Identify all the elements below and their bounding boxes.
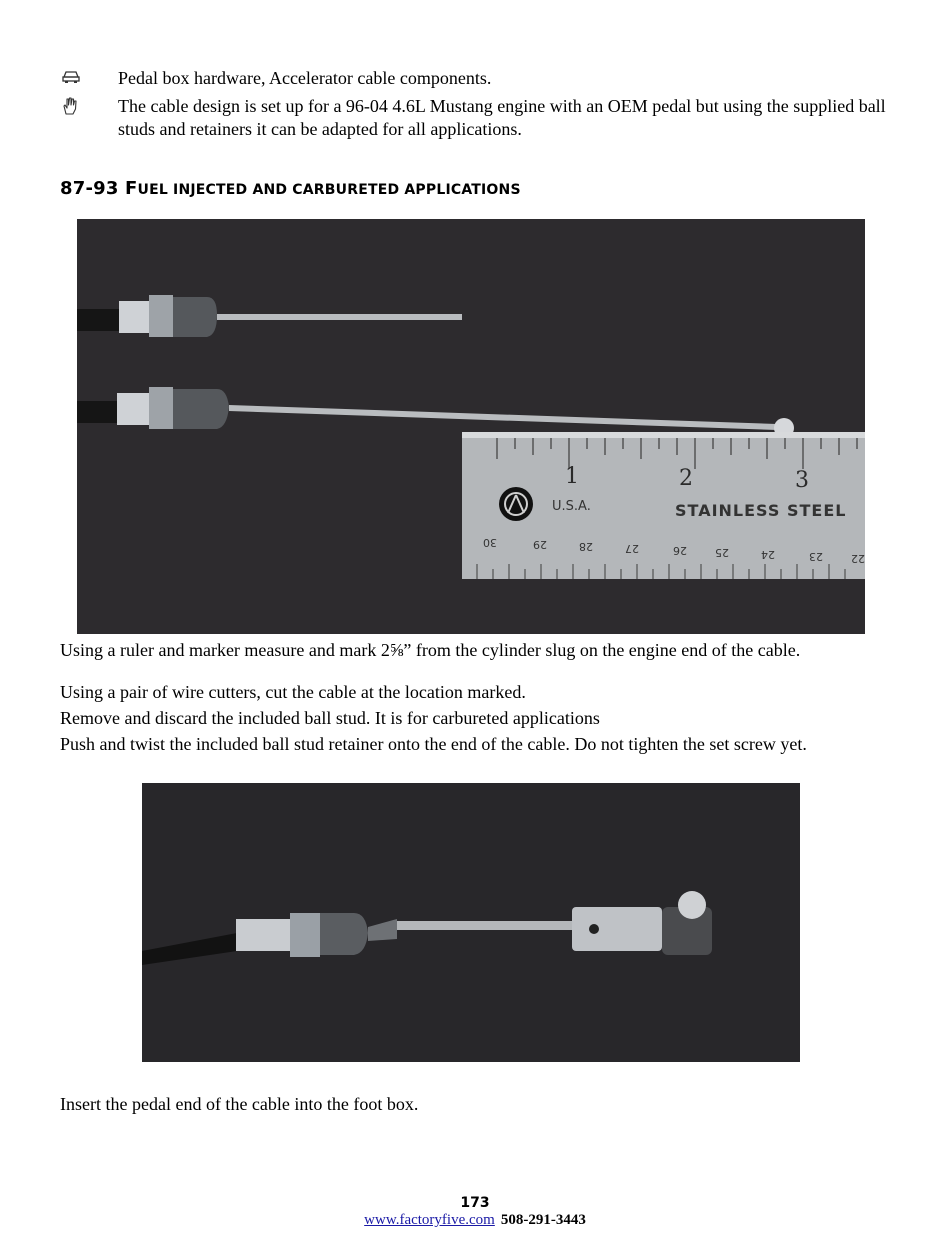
- instruction-insert: Insert the pedal end of the cable into the foot box.: [60, 1094, 419, 1114]
- ruler-usa-text: U.S.A.: [552, 499, 591, 514]
- website-link[interactable]: www.factoryfive.com: [364, 1212, 495, 1228]
- ruler-metric: 22: [851, 552, 865, 565]
- bullet-text: Pedal box hardware, Accelerator cable components.: [118, 68, 492, 88]
- phone-number: 508-291-3443: [500, 1212, 586, 1228]
- section-heading: 87-93 FUEL INJECTED AND CARBURETED APPLICATIONS: [60, 178, 521, 199]
- ruler-metric: 28: [579, 540, 593, 553]
- ruler-metric: 25: [715, 546, 729, 559]
- ruler-number: 1: [565, 464, 579, 489]
- heading-small-caps: UEL INJECTED AND CARBURETED APPLICATIONS: [137, 182, 521, 198]
- ruler-metric: 23: [809, 550, 823, 563]
- cable-ruler-photo: [77, 219, 865, 634]
- instruction-cut: Using a pair of wire cutters, cut the cable at the location marked.: [60, 682, 526, 702]
- ruler-metric: 29: [533, 538, 547, 551]
- instruction-retainer: Push and twist the included ball stud retainer onto the end of the cable. Do not tighten the set screw yet.: [60, 734, 807, 754]
- instruction-measure: Using a ruler and marker measure and mark 2⅝” from the cylinder slug on the engine end of the cable.: [60, 640, 801, 660]
- ruler-number: 3: [795, 468, 809, 493]
- car-icon: [60, 68, 84, 88]
- ruler-metric: 24: [761, 548, 775, 561]
- ruler-metric: 30: [483, 536, 497, 549]
- ruler-metric: 27: [625, 542, 639, 555]
- ruler-number: 2: [679, 466, 693, 491]
- bullet-text: The cable design is set up for a 96-04 4.6L Mustang engine with an OEM pedal but using the supplied ball studs and retainers it can be adapted for all applications.: [118, 96, 886, 139]
- hand-icon: [60, 96, 84, 116]
- instruction-discard: Remove and discard the included ball stud. It is for carbureted applications: [60, 708, 600, 728]
- page-number: 173: [460, 1195, 490, 1211]
- footer-contact: [0, 1212, 950, 1229]
- cable-retainer-photo: [142, 783, 800, 1062]
- ruler-metric: 26: [673, 544, 687, 557]
- ruler-logo: [499, 487, 533, 521]
- ruler-stainless-text: STAINLESS STEEL: [675, 501, 847, 520]
